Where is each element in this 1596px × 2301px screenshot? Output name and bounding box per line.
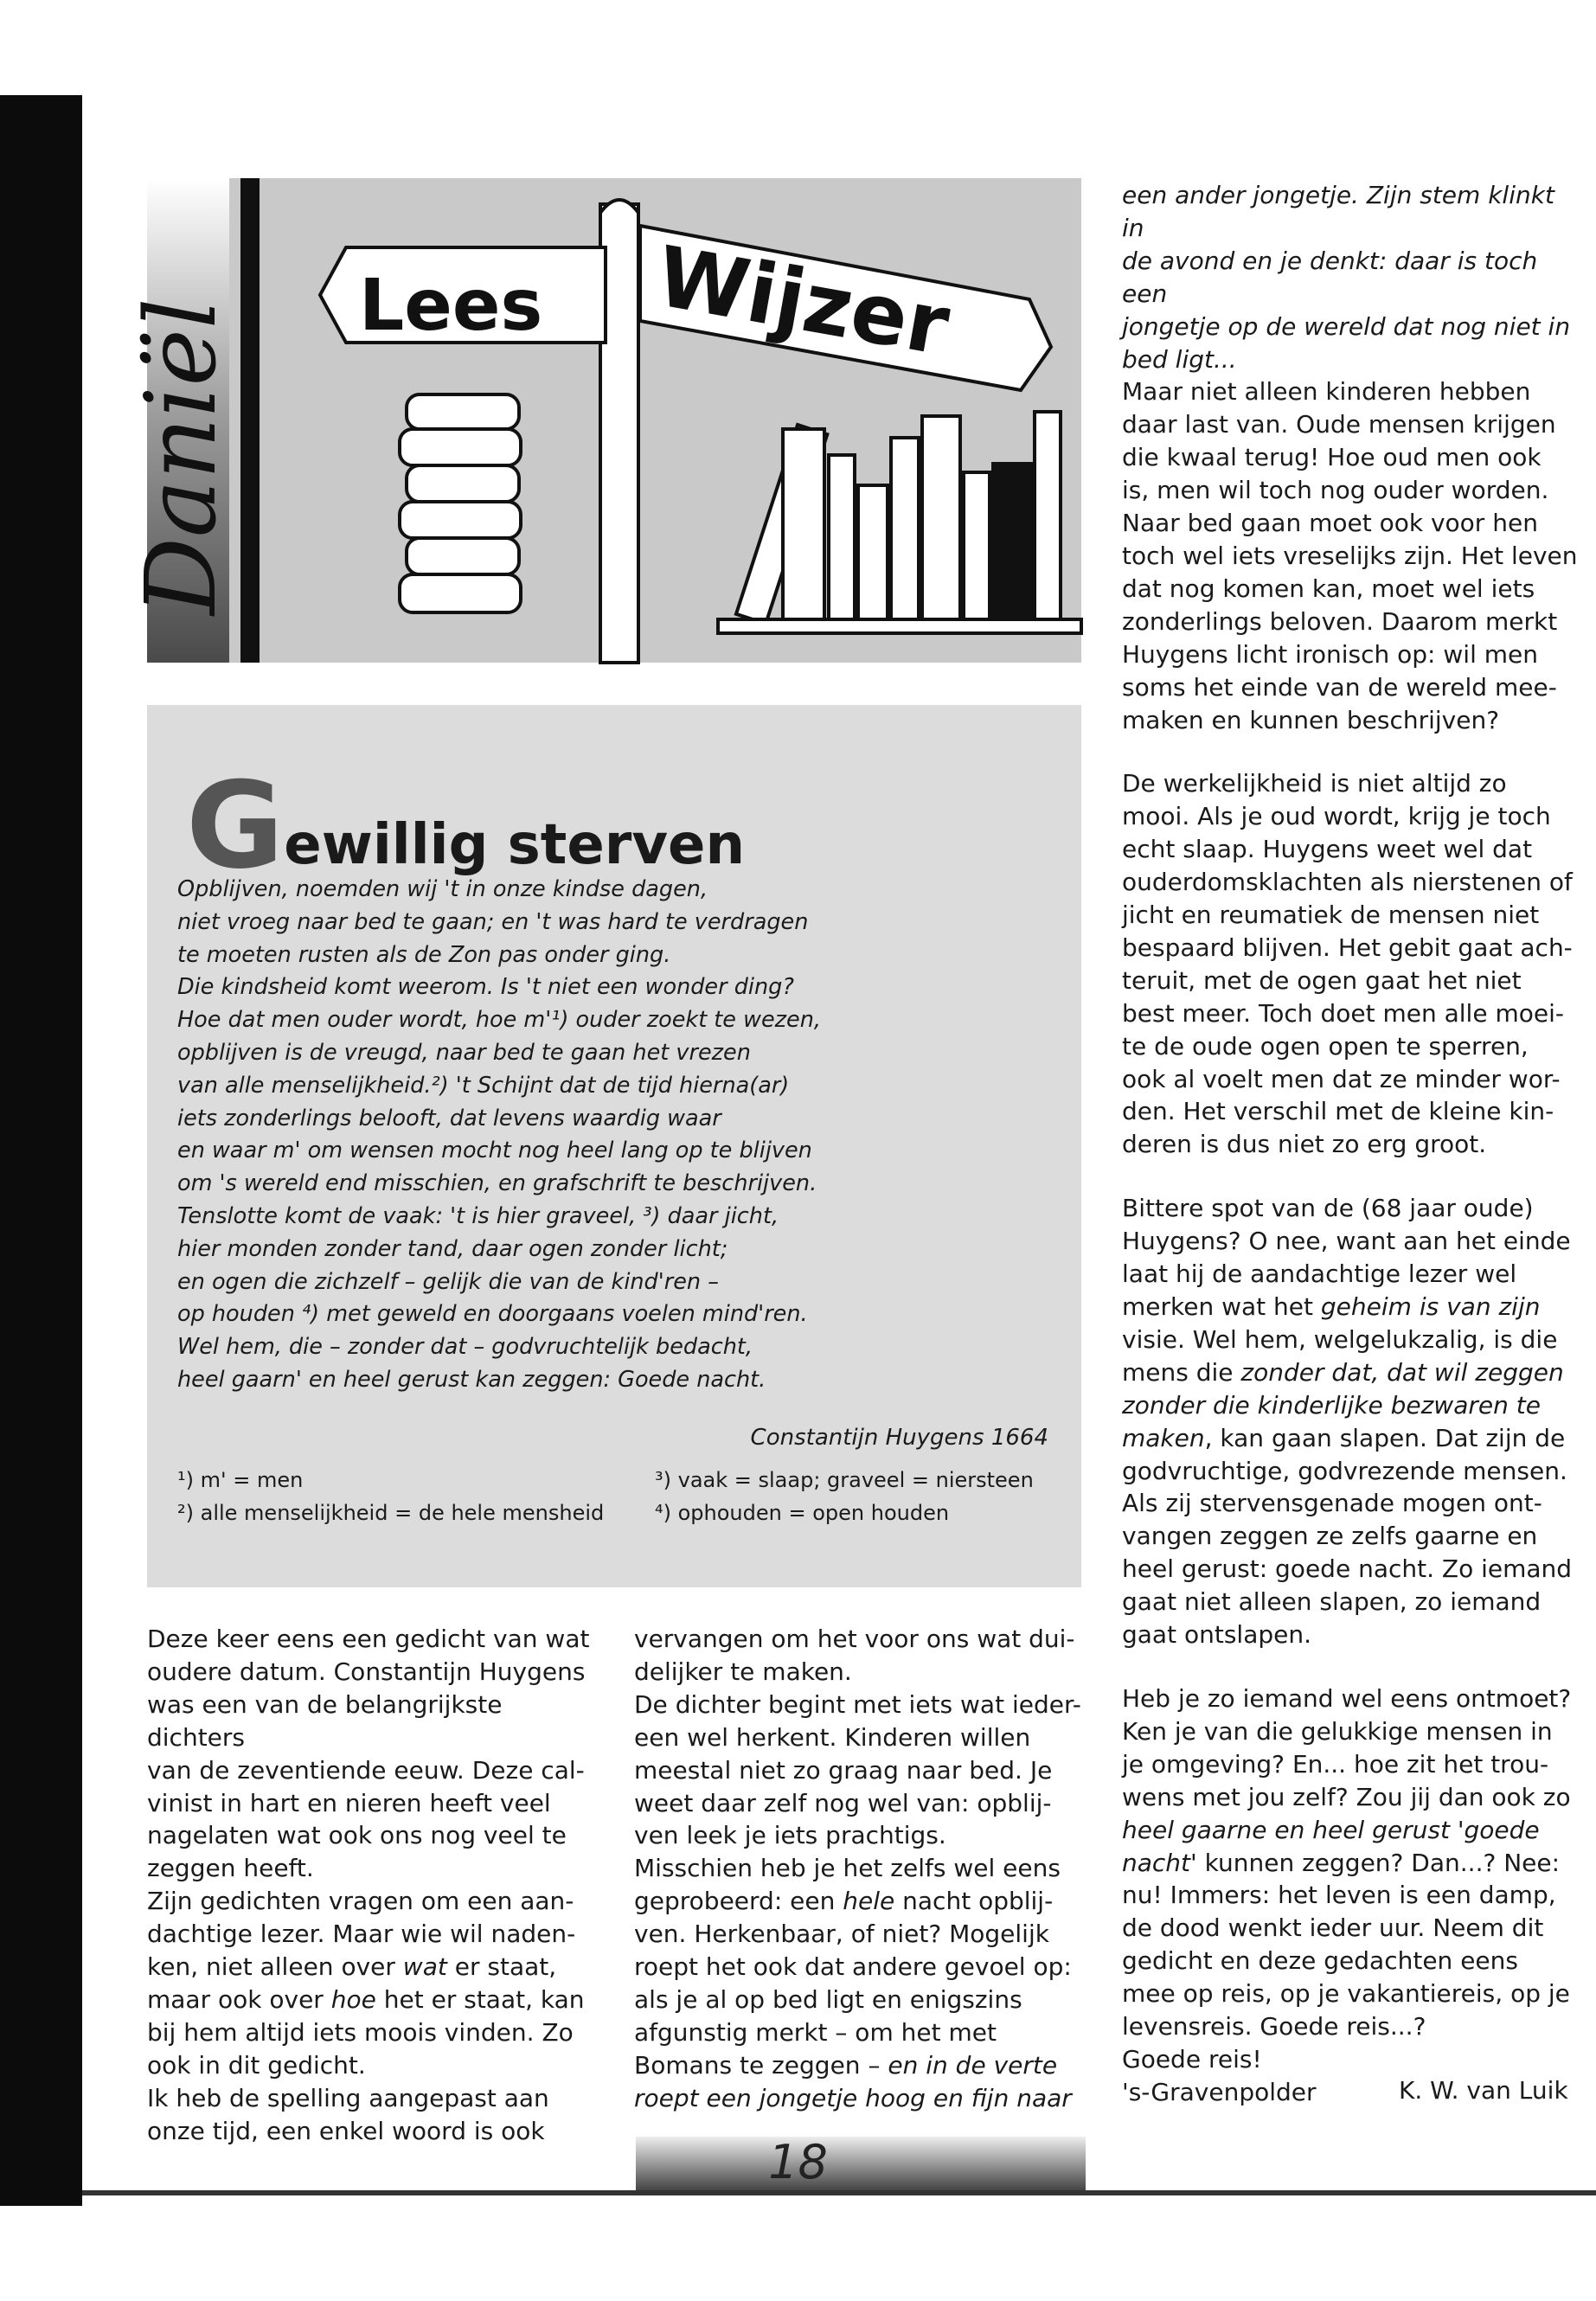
- text-line: je omgeving? En... hoe zit het trou-: [1122, 1749, 1549, 1779]
- poem-line: heel gaarn' en heel gerust kan zeggen: Goede nacht.: [177, 1366, 766, 1393]
- scan-edge-bottom: [82, 2190, 1596, 2195]
- text-line: is, men wil toch nog ouder worden.: [1122, 476, 1549, 505]
- text-line: De dichter begint met iets wat ieder-: [634, 1689, 1081, 1719]
- column-1: [147, 1623, 597, 2148]
- emphasis: heel gaarne en heel gerust 'goede: [1122, 1815, 1540, 1844]
- poem-line: en ogen die zichzelf – gelijk die van de kind'ren –: [177, 1268, 719, 1295]
- poem-line: Hoe dat men ouder wordt, hoe m'¹) ouder zoekt te wezen,: [177, 1007, 821, 1034]
- text-line: Ik heb de spelling aangepast aan: [147, 2083, 549, 2112]
- emphasis: de avond en je denkt: daar is toch een: [1122, 246, 1538, 308]
- text-line: mee op reis, op je vakantiereis, op je: [1122, 1979, 1570, 2009]
- text-line: toch wel iets vreselijks zijn. Het leven: [1122, 541, 1578, 570]
- emphasis: is van zijn: [1411, 1292, 1541, 1321]
- text-span: mens die: [1122, 1357, 1234, 1387]
- text-line: Ken je van die gelukkige mensen in: [1122, 1716, 1553, 1746]
- text-line: vervangen om het voor ons wat dui-: [634, 1625, 1075, 1653]
- text-line: vinist in hart en nieren heeft veel: [147, 1788, 551, 1817]
- text-line: Deze keer eens een gedicht van wat: [147, 1625, 590, 1653]
- text-line: [147, 1984, 597, 2016]
- banner-vertical-name: Daniël: [125, 298, 238, 615]
- text-line: [147, 1951, 597, 1984]
- text-line: visie. Wel hem, welgelukzalig, is die: [1122, 1324, 1558, 1354]
- emphasis: zonder die kinderlijke bezwaren te: [1122, 1390, 1541, 1420]
- text-line: Zijn gedichten vragen om een aan-: [147, 1887, 574, 1916]
- poem-line: Tenslotte komt de vaak: 't is hier graveel, ³) daar jicht,: [177, 1202, 779, 1229]
- signature-place: 's-Gravenpolder: [1122, 2078, 1317, 2106]
- emphasis: een ander jongetje. Zijn stem klinkt in: [1122, 181, 1554, 242]
- emphasis: geheim: [1320, 1292, 1412, 1321]
- poem-text: [177, 874, 1060, 1397]
- footnote: ⁴) ophouden = open houden: [655, 1501, 950, 1525]
- text-line: de dood wenkt ieder uur. Neem dit: [1122, 1913, 1544, 1943]
- footnote: ¹) m' = men: [177, 1468, 304, 1492]
- poem-line: Opblijven, noemden wij 't in onze kindse dagen,: [177, 876, 708, 902]
- poem-line: op houden ⁴) met geweld en doorgaans voelen mind'ren.: [177, 1301, 808, 1328]
- title-rest: ewillig sterven: [284, 813, 745, 877]
- text-line: delijker te maken.: [634, 1657, 852, 1686]
- text-line: [634, 1885, 1084, 1918]
- poem-line: en waar m' om wensen mocht nog heel lang op te blijven: [177, 1138, 812, 1164]
- text-line: ook in dit gedicht.: [147, 2050, 366, 2080]
- text-line: dachtige lezer. Maar wie wil naden-: [147, 1920, 576, 1949]
- text-line: gaat niet alleen slapen, zo iemand: [1122, 1587, 1542, 1617]
- leeswijzer-illustration: [125, 178, 1081, 663]
- text-line: die kwaal terug! Hoe oud men ook: [1122, 443, 1542, 472]
- text-line: soms het einde van de wereld mee-: [1122, 672, 1557, 702]
- text-line: deren is dus niet zo erg groot.: [1122, 1130, 1487, 1159]
- text-line: mooi. Als je oud wordt, krijg je toch: [1122, 802, 1551, 831]
- article-title: [186, 753, 745, 895]
- text-line: maken en kunnen beschrijven?: [1122, 705, 1500, 734]
- text-line: ouderdomsklachten als nierstenen of: [1122, 868, 1573, 897]
- text-line: [1122, 1291, 1580, 1324]
- text-line: bij hem altijd iets moois vinden. Zo: [147, 2017, 574, 2047]
- text-line: Als zij stervensgenade mogen ont-: [1122, 1489, 1542, 1518]
- text-line: Goede reis!: [1122, 2044, 1262, 2073]
- text-span: geprobeerd: een: [634, 1887, 836, 1916]
- text-line: afgunstig merkt – om het met: [634, 2017, 997, 2047]
- emphasis: hele: [843, 1887, 895, 1916]
- text-line: was een van de belangrijkste dichters: [147, 1689, 503, 1752]
- text-line: De werkelijkheid is niet altijd zo: [1122, 769, 1507, 798]
- emphasis: maken: [1122, 1423, 1205, 1452]
- emphasis: hoe: [330, 1984, 376, 2014]
- text-line: wens met jou zelf? Zou jij dan ook zo: [1122, 1782, 1571, 1811]
- column-2: [634, 1623, 1084, 2115]
- text-span: merken wat het: [1122, 1292, 1313, 1321]
- text-line: jicht en reumatiek de mensen niet: [1122, 901, 1540, 930]
- scan-edge-left: [0, 95, 82, 2206]
- text-line: Bittere spot van de (68 jaar oude): [1122, 1194, 1534, 1223]
- text-line: godvruchtige, godvrezende mensen.: [1122, 1456, 1567, 1485]
- text-line: [1122, 179, 1580, 245]
- header-banner: [125, 178, 1081, 663]
- sign-wijzer: Wijzer: [650, 228, 957, 375]
- poem-box: [147, 705, 1081, 1587]
- poem-line: opblijven is de vreugd, naar bed te gaan het vrezen: [177, 1039, 751, 1066]
- text-line: gedicht en deze gedachten eens: [1122, 1946, 1518, 1976]
- text-line: daar last van. Oude mensen krijgen: [1122, 410, 1556, 439]
- text-line: [1122, 311, 1580, 343]
- emphasis: zonder dat, dat wil zeggen: [1240, 1357, 1564, 1387]
- text-line: gaat ontslapen.: [1122, 1620, 1311, 1650]
- poem-line: iets zonderlings belooft, dat levens waardig waar: [177, 1105, 721, 1131]
- text-span: , kan gaan slapen. Dat zijn de: [1204, 1423, 1566, 1452]
- page-number: 18: [768, 2135, 828, 2189]
- text-line: [1122, 1814, 1580, 1847]
- text-line: levensreis. Goede reis...?: [1122, 2012, 1426, 2041]
- text-span: het er staat, kan: [375, 1984, 585, 2014]
- text-line: [1122, 343, 1580, 376]
- text-line: Naar bed gaan moet ook voor hen: [1122, 509, 1538, 538]
- text-line: [1122, 1847, 1580, 1880]
- emphasis: nacht': [1122, 1848, 1197, 1877]
- text-line: zeggen heeft.: [147, 1854, 314, 1883]
- sign-lees: Lees: [359, 265, 543, 347]
- text-line: weet daar zelf nog wel van: opblij-: [634, 1788, 1052, 1817]
- text-span: ken, niet alleen over: [147, 1952, 395, 1982]
- poem-author: Constantijn Huygens 1664: [750, 1425, 1048, 1451]
- text-line: best meer. Toch doet men alle moei-: [1122, 998, 1564, 1028]
- text-line: zonderlings beloven. Daarom merkt: [1122, 606, 1558, 636]
- text-line: Huygens licht ironisch op: wil men: [1122, 639, 1538, 669]
- text-line: Huygens? O nee, want aan het einde: [1122, 1227, 1571, 1256]
- text-line: [634, 2082, 1084, 2115]
- text-line: dat nog komen kan, moet wel iets: [1122, 574, 1535, 603]
- signature-name: K. W. van Luik: [1399, 2076, 1568, 2105]
- text-line: ven leek je iets prachtigs.: [634, 1821, 946, 1850]
- poem-line: van alle menselijkheid.²) 't Schijnt dat de tijd hierna(ar): [177, 1072, 790, 1099]
- text-span: maar ook over: [147, 1984, 324, 2014]
- text-line: Misschien heb je het zelfs wel eens: [634, 1854, 1061, 1883]
- footnote: ²) alle menselijkheid = de hele mensheid: [177, 1501, 605, 1525]
- title-initial: G: [186, 756, 285, 895]
- text-span: Bomans te zeggen –: [634, 2050, 881, 2080]
- column-3: [1122, 179, 1580, 2076]
- text-line: nu! Immers: het leven is een damp,: [1122, 1881, 1556, 1910]
- text-line: Maar niet alleen kinderen hebben: [1122, 377, 1531, 407]
- text-line: roept het ook dat andere gevoel op:: [634, 1952, 1072, 1982]
- text-line: den. Het verschil met de kleine kin-: [1122, 1097, 1554, 1126]
- text-line: onze tijd, een enkel woord is ook: [147, 2116, 545, 2145]
- emphasis: roept een jongetje hoog en fijn naar: [634, 2083, 1072, 2112]
- text-line: [1122, 245, 1580, 311]
- emphasis: bed ligt...: [1122, 344, 1237, 374]
- text-line: meestal niet zo graag naar bed. Je: [634, 1755, 1053, 1785]
- footnote: ³) vaak = slaap; graveel = niersteen: [655, 1468, 1034, 1492]
- text-line: een wel herkent. Kinderen willen: [634, 1722, 1031, 1752]
- text-line: heel gerust: goede nacht. Zo iemand: [1122, 1554, 1573, 1584]
- text-line: te de oude ogen open te sperren,: [1122, 1031, 1529, 1061]
- text-line: Heb je zo iemand wel eens ontmoet?: [1122, 1683, 1572, 1713]
- emphasis: jongetje op de wereld dat nog niet in: [1122, 311, 1571, 341]
- text-line: als je al op bed ligt en enigszins: [634, 1984, 1022, 2014]
- poem-line: Die kindsheid komt weerom. Is 't niet een wonder ding?: [177, 974, 794, 1001]
- poem-line: te moeten rusten als de Zon pas onder ging.: [177, 941, 671, 968]
- text-line: teruit, met de ogen gaat het niet: [1122, 965, 1522, 995]
- poem-line: hier monden zonder tand, daar ogen zonder licht;: [177, 1235, 728, 1262]
- text-line: van de zeventiende eeuw. Deze cal-: [147, 1755, 585, 1785]
- text-line: bespaard blijven. Het gebit gaat ach-: [1122, 933, 1573, 962]
- text-line: ven. Herkenbaar, of niet? Mogelijk: [634, 1920, 1049, 1949]
- text-line: [1122, 1422, 1580, 1455]
- text-span: er staat,: [446, 1952, 557, 1982]
- text-line: nagelaten wat ook ons nog veel te: [147, 1821, 567, 1850]
- text-line: vangen zeggen ze zelfs gaarne en: [1122, 1522, 1538, 1551]
- text-line: [1122, 1356, 1580, 1389]
- text-span: nacht opblij-: [894, 1887, 1054, 1916]
- text-line: [634, 2049, 1084, 2082]
- text-line: laat hij de aandachtige lezer wel: [1122, 1259, 1517, 1289]
- text-line: [1122, 1389, 1580, 1422]
- text-line: oudere datum. Constantijn Huygens: [147, 1657, 586, 1686]
- poem-line: Wel hem, die – zonder dat – godvruchtelijk bedacht,: [177, 1334, 753, 1361]
- text-line: echt slaap. Huygens weet wel dat: [1122, 835, 1533, 864]
- poem-line: om 's wereld end misschien, en grafschrift te beschrijven.: [177, 1170, 817, 1197]
- poem-line: niet vroeg naar bed te gaan; en 't was hard te verdragen: [177, 908, 809, 935]
- text-line: ook al voelt men dat ze minder wor-: [1122, 1064, 1561, 1093]
- emphasis: en in de verte: [888, 2050, 1058, 2080]
- emphasis: wat: [402, 1952, 447, 1982]
- text-span: kunnen zeggen? Dan...? Nee:: [1196, 1848, 1561, 1877]
